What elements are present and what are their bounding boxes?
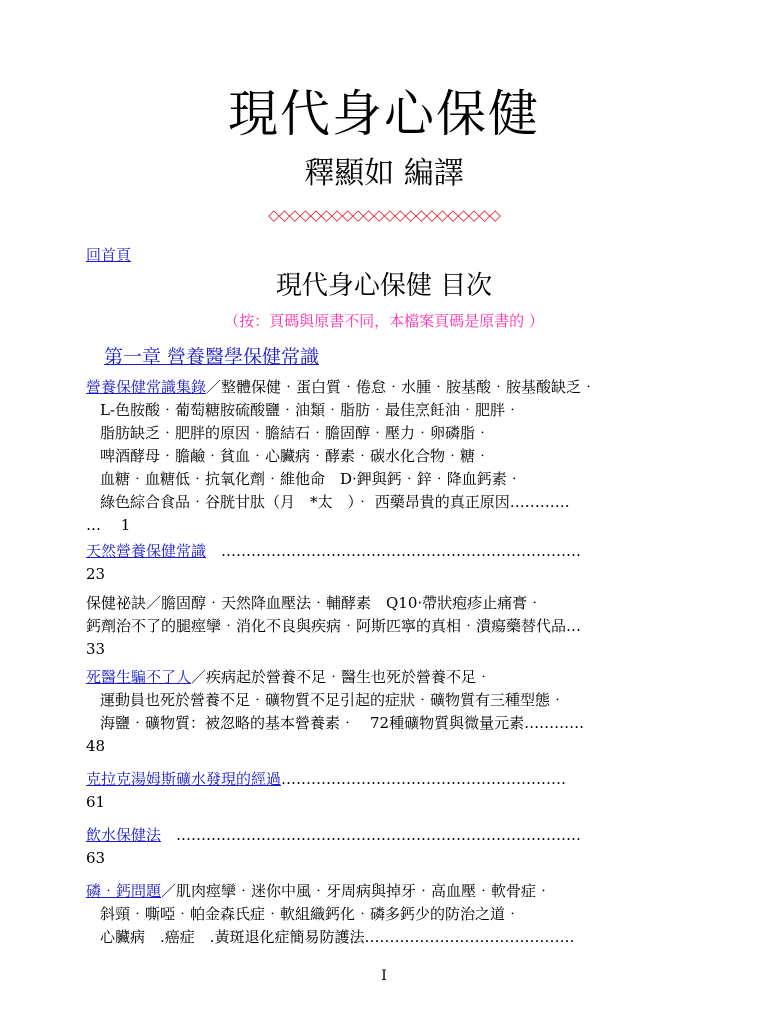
entry-text: ………………………………………………… [281, 770, 567, 788]
footer-page-number: I [381, 968, 387, 984]
toc-entry [86, 540, 686, 586]
page-number-note: （按：頁碼與原書不同，本檔案頁碼是原書的 ） [224, 312, 544, 330]
author-line: 釋顯如 編譯 [304, 156, 464, 191]
entry-text: 心臟病 .癌症 .黃斑退化症簡易防護法…………………………………… [100, 928, 575, 946]
page-number: 61 [86, 793, 106, 811]
entry-text: ／肌肉痙攣‧迷你中風‧牙周病與掉牙‧高血壓‧軟骨症‧ [161, 882, 552, 900]
diamond-ornament: ◇◇◇◇◇◇◇◇◇◇◇◇◇◇◇◇◇◇◇◇◇◇ [268, 206, 500, 224]
entry-text: L-色胺酸‧葡萄糖胺硫酸鹽‧油類‧脂肪‧最佳烹飪油‧肥胖‧ [100, 401, 521, 419]
entry-text: 脂肪缺乏‧肥胖的原因‧膽結石‧膽固醇‧壓力‧卵磷脂‧ [100, 424, 491, 442]
entry-text: 啤酒酵母‧膽鹼‧貧血‧心臟病‧酵素‧碳水化合物‧糖‧ [100, 447, 491, 465]
toc-entry [86, 376, 686, 537]
page-number: 48 [86, 737, 106, 755]
entry-text: 保健祕訣／膽固醇‧天然降血壓法‧輔酵素 Q10‧帶狀疱疹止痛膏‧ [86, 594, 543, 612]
toc-entry [86, 880, 686, 949]
home-link[interactable]: 回首頁 [86, 246, 132, 264]
entry-text: ／整體保健‧蛋白質‧倦怠‧水腫‧胺基酸‧胺基酸缺乏‧ [206, 378, 597, 396]
toc-entry [86, 592, 686, 661]
entry-text: ……………………………………………………………………… [161, 826, 582, 844]
entry-text: ／疾病起於營養不足‧醫生也死於營養不足‧ [191, 668, 492, 686]
toc-entry [86, 824, 686, 870]
entry-link[interactable]: 天然營養保健常識 [86, 542, 207, 560]
page-number: … 1 [86, 516, 131, 534]
page-number: 23 [86, 565, 106, 583]
entry-text: 海鹽‧礦物質：被忽略的基本營養素‧ 72種礦物質與微量元素………… [100, 714, 585, 732]
page-number: 63 [86, 849, 106, 867]
entry-link[interactable]: 死醫生騙不了人 [86, 668, 192, 686]
entry-text: 綠色綜合食品‧谷胱甘肽（月 *太 ）‧ 西藥昂貴的真正原因………… [100, 493, 570, 511]
entry-link[interactable]: 磷‧鈣問題 [86, 882, 162, 900]
document-title: 現代身心保健 [228, 85, 540, 143]
toc-entry [86, 666, 686, 758]
entry-text: 運動員也死於營養不足‧礦物質不足引起的症狀‧礦物質有三種型態‧ [100, 691, 566, 709]
toc-title: 現代身心保健 目次 [275, 271, 493, 301]
toc-entry [86, 768, 686, 814]
chapter-1-link[interactable]: 第一章 營養醫學保健常識 [104, 346, 320, 368]
entry-text: 鈣劑治不了的腿痙攣‧消化不良與疾病‧阿斯匹寧的真相‧潰瘍藥替代品… [86, 617, 582, 635]
entry-link[interactable]: 克拉克湯姆斯礦水發現的經過 [86, 770, 282, 788]
entry-text: 斜頸‧嘶啞‧帕金森氏症‧軟組織鈣化‧磷多鈣少的防治之道‧ [100, 905, 521, 923]
entry-link[interactable]: 飲水保健法 [86, 826, 162, 844]
entry-text: ……………………………………………………………… [206, 542, 582, 560]
entry-link[interactable]: 營養保健常識集錄 [86, 378, 207, 396]
entry-text: 血糖‧血糖低‧抗氧化劑‧維他命 D‧鉀與鈣‧鋅‧降血鈣素‧ [100, 470, 522, 488]
page-number: 33 [86, 640, 106, 658]
